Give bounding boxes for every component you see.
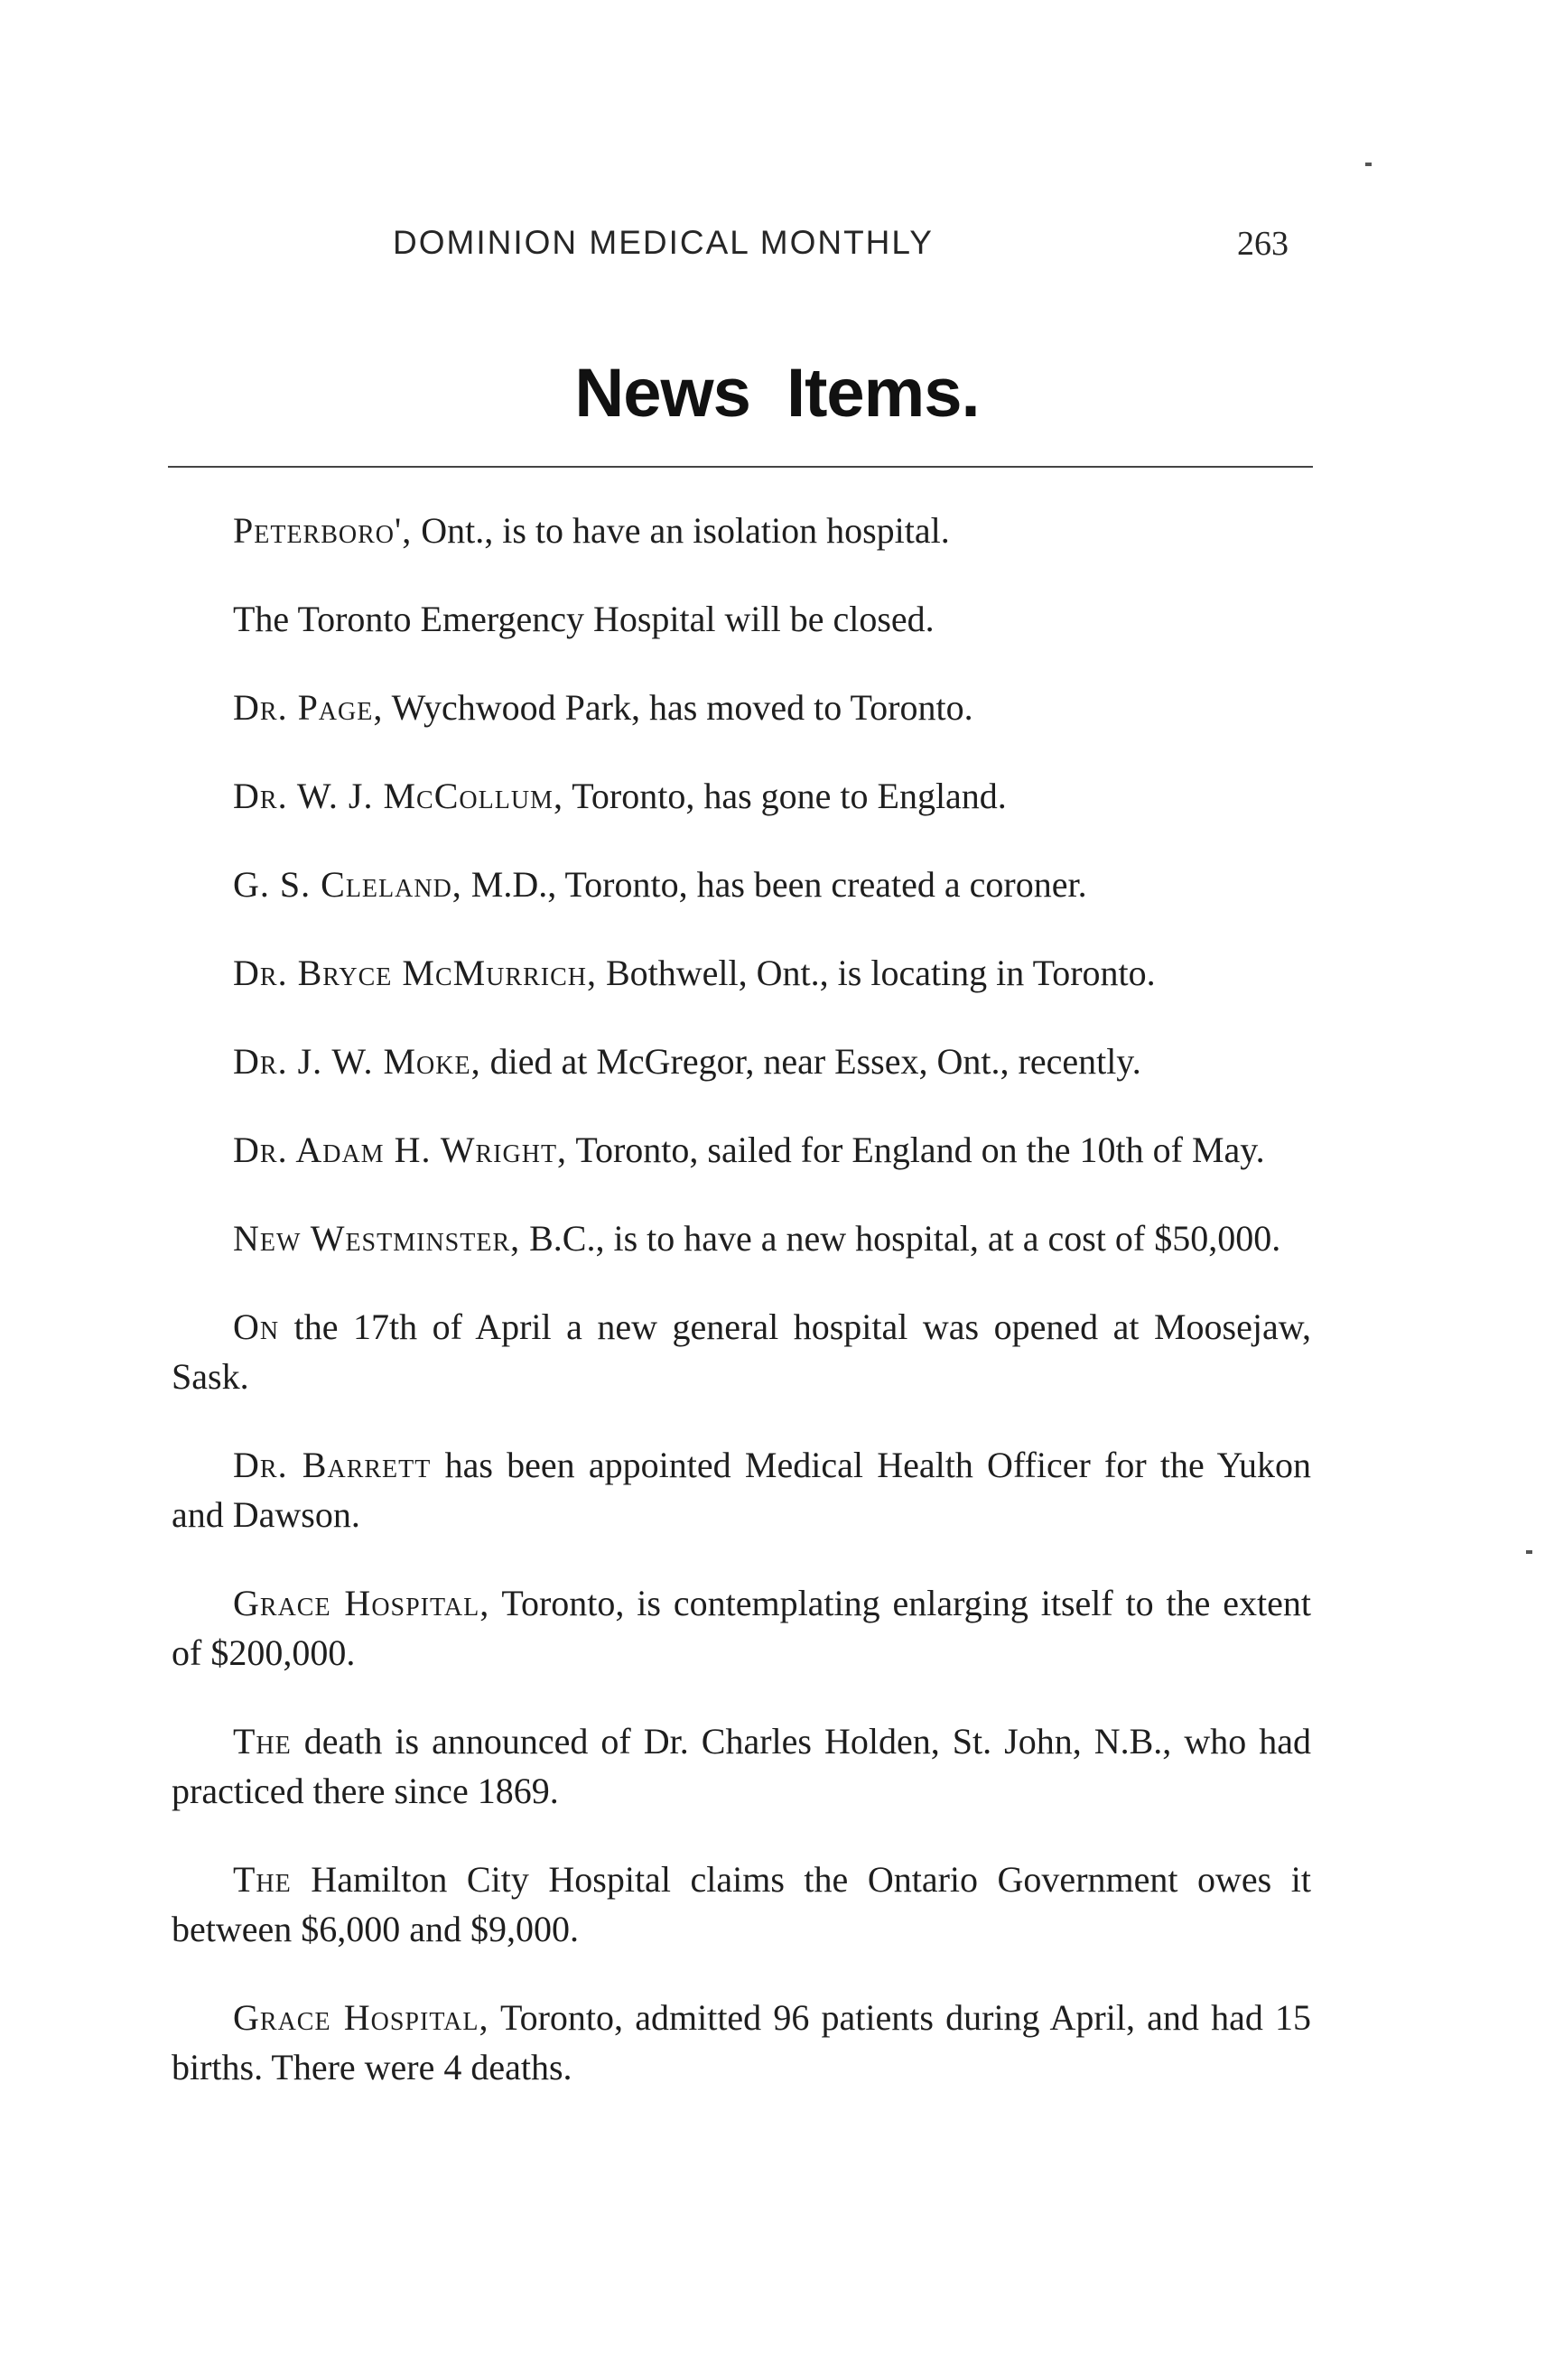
news-item-text: Bothwell, Ont., is locating in Toronto. — [596, 953, 1156, 993]
news-item-text: Toronto, admitted 96 patients during April, and had 15 births. There were 4 deaths. — [172, 1997, 1311, 2087]
news-item-lead: Dr. W. J. McCollum, — [233, 776, 563, 816]
news-item — [172, 1125, 1311, 1175]
news-items-list — [172, 506, 1311, 2131]
news-item — [172, 860, 1311, 909]
running-head-title: DOMINION MEDICAL MONTHLY — [393, 224, 934, 261]
news-item-text: the 17th of April a new general hospital was opened at Moosejaw, Sask. — [172, 1306, 1311, 1397]
news-item-lead: The — [233, 1721, 292, 1762]
news-item-lead: Grace Hospital, — [233, 1997, 489, 2038]
news-item — [172, 1037, 1311, 1086]
news-item — [172, 1213, 1311, 1263]
scan-speck — [1526, 1550, 1532, 1554]
news-item-text: has been appointed Medical Health Officer for the Yukon and Dawson. — [172, 1445, 1312, 1535]
scan-speck — [1365, 163, 1372, 166]
news-item — [172, 506, 1311, 555]
news-item-text: Wychwood Park, has moved to Toronto. — [383, 687, 973, 728]
news-item — [172, 771, 1311, 821]
news-item-lead: G. S. Cleland, — [233, 864, 462, 905]
news-item-lead: Dr. Bryce McMurrich, — [233, 953, 597, 993]
news-item-text: Hamilton City Hospital claims the Ontario Government owes it between $6,000 and $9,000. — [172, 1859, 1311, 1949]
news-item — [172, 1578, 1311, 1678]
page-title: News Items. — [574, 355, 980, 432]
news-item-lead: Dr. Page, — [233, 687, 384, 728]
title-rule — [168, 466, 1313, 468]
news-item-text: B.C., is to have a new hospital, at a cost of $50,000. — [520, 1218, 1281, 1259]
news-item-lead: Dr. J. W. Moke, — [233, 1041, 481, 1082]
news-item-text: Toronto, sailed for England on the 10th of May. — [567, 1130, 1265, 1170]
news-item-lead: On — [233, 1306, 280, 1347]
page-number: 263 — [1237, 225, 1289, 263]
news-item-lead: Peterboro', — [233, 510, 413, 551]
news-item — [172, 1302, 1311, 1401]
news-item-lead: New Westminster, — [233, 1218, 521, 1259]
news-item — [172, 948, 1311, 998]
news-item-lead: Dr. Barrett — [233, 1445, 432, 1485]
news-item-lead: Dr. Adam H. Wright, — [233, 1130, 568, 1170]
news-item — [172, 1855, 1311, 1954]
news-item-text: Ont., is to have an isolation hospital. — [412, 510, 950, 551]
news-item-text: M.D., Toronto, has been created a coroner. — [461, 864, 1087, 905]
news-item — [172, 594, 1311, 644]
news-item-text: The Toronto Emergency Hospital will be closed. — [233, 599, 935, 639]
news-item-text: Toronto, has gone to England. — [563, 776, 1007, 816]
news-item — [172, 1716, 1311, 1816]
news-item-text: died at McGregor, near Essex, Ont., recently. — [480, 1041, 1141, 1082]
news-item — [172, 683, 1311, 732]
news-item-text: Toronto, is contemplating enlarging itself to the extent of $200,000. — [172, 1583, 1312, 1673]
news-item — [172, 1993, 1311, 2092]
news-item-lead: The — [233, 1859, 292, 1900]
news-item — [172, 1440, 1311, 1539]
news-item-lead: Grace Hospital, — [233, 1583, 490, 1623]
news-item-text: death is announced of Dr. Charles Holden, St. John, N.B., who had practiced there since 1869. — [172, 1721, 1311, 1811]
